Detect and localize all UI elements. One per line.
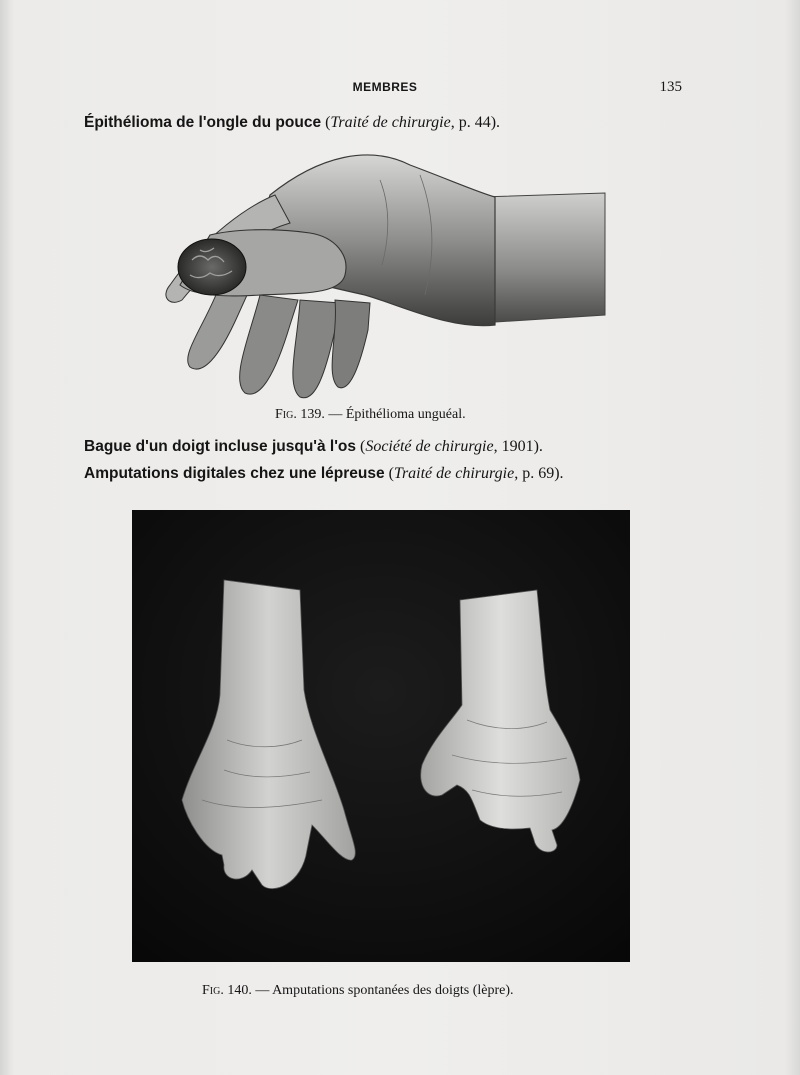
entry-paren-open: ( bbox=[321, 114, 331, 131]
figure-139-caption bbox=[275, 407, 466, 423]
figure-140-caption bbox=[202, 983, 514, 999]
entry-title: Bague d'un doigt incluse jusqu'à l'os bbox=[84, 438, 356, 455]
entry-reference: , p. 44). bbox=[450, 114, 501, 131]
figure-caption-text: — Épithélioma unguéal. bbox=[324, 407, 466, 422]
entry-paren-open: ( bbox=[384, 465, 394, 482]
entry-source: Société de chirurgie bbox=[365, 438, 494, 455]
page-number: 135 bbox=[659, 79, 682, 95]
figure-139-thumb-illustration bbox=[150, 135, 610, 405]
figure-caption-text: — Amputations spontanées des doigts (lèpre). bbox=[251, 983, 514, 998]
entry-reference: , p. 69). bbox=[514, 465, 564, 482]
figure-label: Fig. 140. bbox=[202, 983, 252, 998]
figure-label: Fig. 139. bbox=[275, 407, 325, 422]
entry-paren-open: ( bbox=[356, 438, 366, 455]
figure-140-hands-photograph bbox=[132, 510, 630, 962]
entry-source: Traité de chirurgie bbox=[393, 465, 515, 482]
entry-title: Épithélioma de l'ongle du pouce bbox=[84, 114, 322, 131]
entry-amputations bbox=[84, 465, 564, 483]
entry-epithelioma bbox=[84, 114, 500, 132]
running-title: MEMBRES bbox=[352, 80, 418, 94]
entry-source: Traité de chirurgie bbox=[330, 114, 451, 131]
entry-bague bbox=[84, 438, 543, 456]
entry-reference: , 1901). bbox=[493, 438, 543, 455]
entry-title: Amputations digitales chez une lépreuse bbox=[84, 465, 385, 482]
